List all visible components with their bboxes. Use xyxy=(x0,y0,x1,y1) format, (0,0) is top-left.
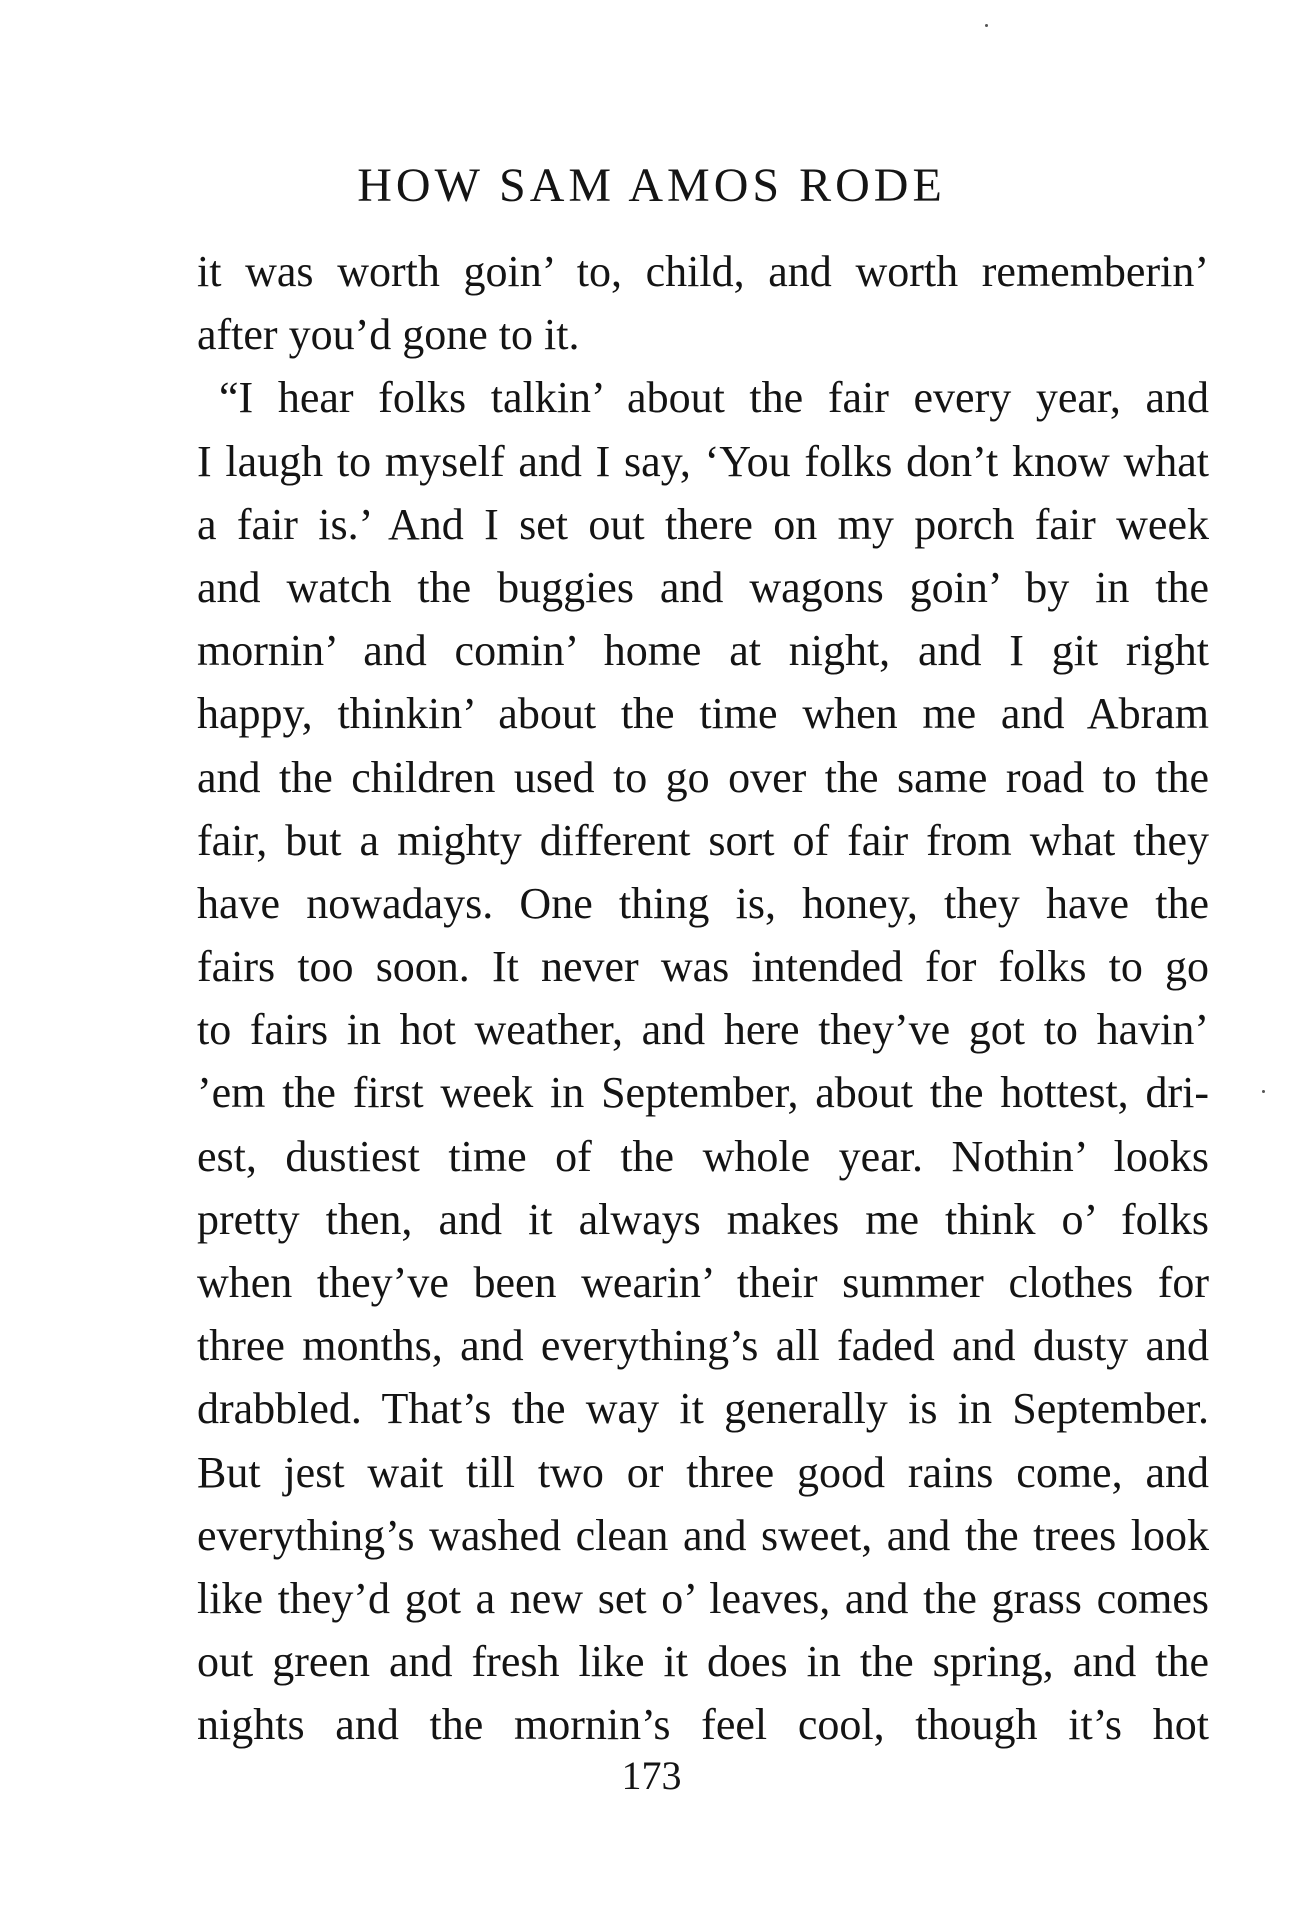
text-line: pretty then, and it always makes me think o’ folks xyxy=(197,1194,1209,1244)
page-number: 173 xyxy=(621,1753,682,1798)
body-text xyxy=(197,240,1209,1757)
text-line: nights and the mornin’s feel cool, though it’s hot xyxy=(197,1700,1209,1750)
text-line: when they’ve been wearin’ their summer clothes for xyxy=(197,1258,1209,1307)
text-line: fairs too soon. It never was intended for folks to go xyxy=(197,942,1209,992)
text-line: fair, but a mighty different sort of fair from what they xyxy=(197,815,1209,865)
text-line: drabbled. That’s the way it generally is in September. xyxy=(197,1384,1209,1434)
text-line: But jest wait till two or three good rains come, and xyxy=(197,1447,1209,1497)
text-line: I laugh to myself and I say, ‘You folks don’t know what xyxy=(197,436,1209,486)
text-line: after you’d gone to it. xyxy=(197,310,580,360)
text-line: “I hear folks talkin’ about the fair every year, and xyxy=(219,373,1209,423)
text-line: and the children used to go over the same road to the xyxy=(197,752,1209,802)
text-line: a fair is.’ And I set out there on my porch fair week xyxy=(197,499,1209,549)
text-line: everything’s washed clean and sweet, and the trees look xyxy=(197,1510,1209,1560)
text-line: mornin’ and comin’ home at night, and I git right xyxy=(197,626,1209,676)
text-line: like they’d got a new set o’ leaves, and the grass comes xyxy=(197,1573,1209,1623)
scan-speck xyxy=(985,24,988,27)
text-line: est, dustiest time of the whole year. Nothin’ looks xyxy=(197,1131,1209,1181)
text-line: have nowadays. One thing is, honey, they have the xyxy=(197,878,1209,928)
running-head: HOW SAM AMOS RODE xyxy=(357,159,946,212)
scan-speck xyxy=(1262,1090,1265,1093)
text-line: to fairs in hot weather, and here they’ve got to havin’ xyxy=(197,1005,1209,1055)
text-line: ’em the first week in September, about the hottest, dri- xyxy=(197,1068,1209,1118)
text-line: happy, thinkin’ about the time when me and Abram xyxy=(197,689,1209,739)
text-line: out green and fresh like it does in the spring, and the xyxy=(197,1637,1209,1687)
text-line: three months, and everything’s all faded and dusty and xyxy=(197,1321,1209,1371)
text-line: and watch the buggies and wagons goin’ by in the xyxy=(197,562,1209,612)
text-line: it was worth goin’ to, child, and worth rememberin’ xyxy=(197,247,1209,296)
